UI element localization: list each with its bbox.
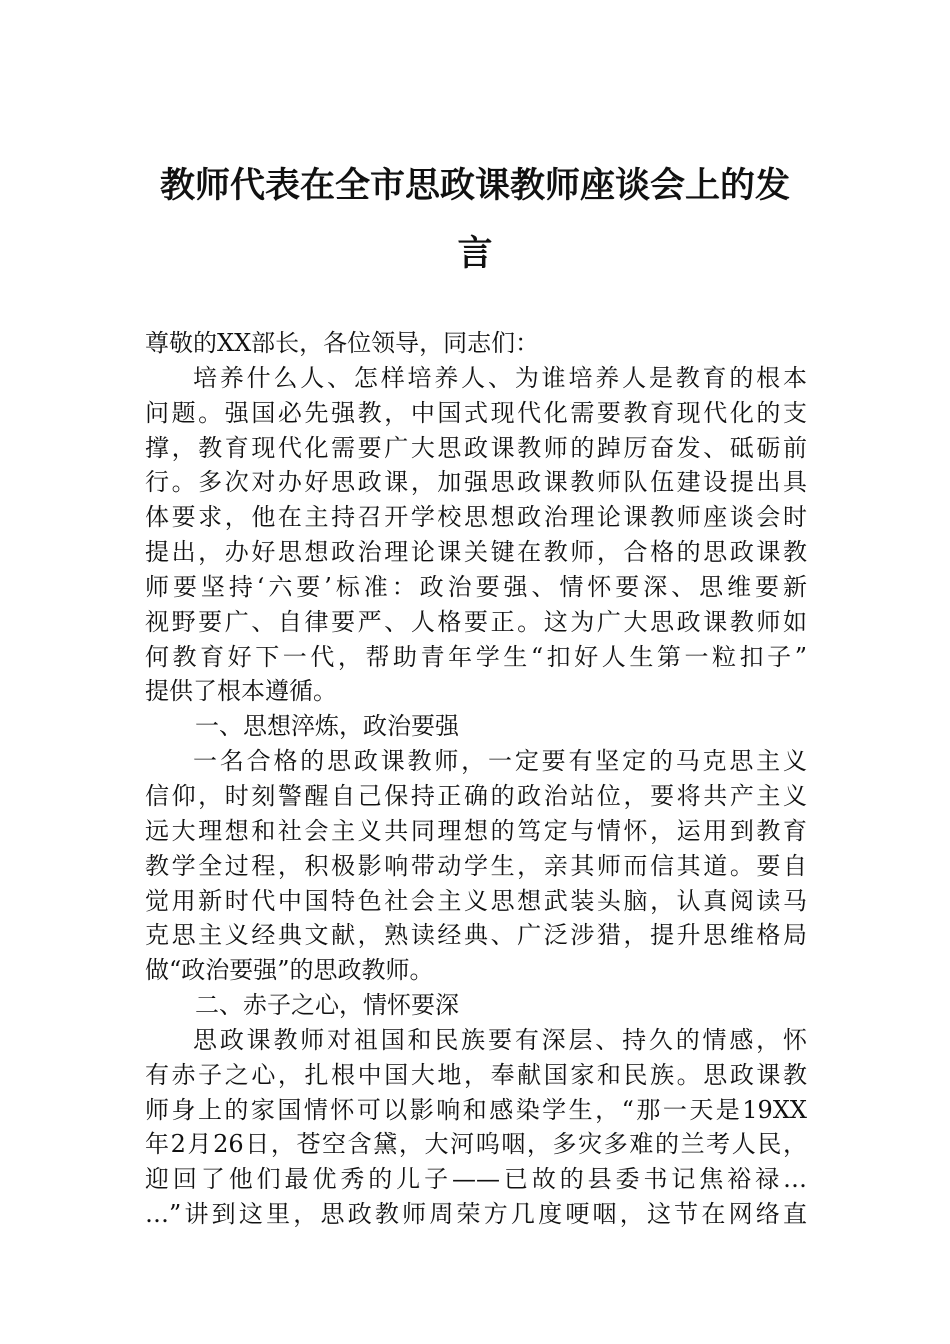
body-text-line: 教学全过程，积极影响带动学生，亲其师而信其道。要自 [145, 851, 807, 880]
body-text-line: 提出，办好思想政治理论课关键在教师，合格的思政课教 [145, 538, 807, 567]
body-text-line: 觉用新时代中国特色社会主义思想武装头脑，认真阅读马 [145, 886, 807, 915]
body-text-line: 克思主义经典文献，熟读经典、广泛涉猎，提升思维格局 [145, 921, 807, 950]
body-text-line: 尊敬的XX部长，各位领导，同志们： [145, 329, 540, 357]
body-text-line: 提供了根本遵循。 [145, 677, 337, 706]
document-body [145, 326, 807, 1232]
document-title-line-2: 言 [457, 233, 493, 274]
body-text-line: 年2月26日，苍空含黛，大河呜咽，多灾多难的兰考人民， [145, 1130, 807, 1159]
body-text-line: 思政课教师对祖国和民族要有深层、持久的情感，怀 [193, 1025, 807, 1054]
body-text-line: 培养什么人、怎样培养人、为谁培养人是教育的根本 [193, 363, 807, 392]
body-text-line: 迎回了他们最优秀的儿子——已故的县委书记焦裕禄… [145, 1165, 807, 1194]
body-text-line: 信仰，时刻警醒自己保持正确的政治站位，要将共产主义 [145, 781, 807, 810]
section-heading: 一、思想淬炼，政治要强 [195, 712, 459, 741]
body-text-line: 视野要广、自律要严、人格要正。这为广大思政课教师如 [145, 607, 807, 636]
body-text-line: 有赤子之心，扎根中国大地，奉献国家和民族。思政课教 [145, 1060, 807, 1089]
body-text-line: 师要坚持‘六要’标准：政治要强、情怀要深、思维要新 [145, 572, 807, 601]
body-text-line: 一名合格的思政课教师，一定要有坚定的马克思主义 [193, 747, 807, 776]
body-text-line: 何教育好下一代，帮助青年学生“扣好人生第一粒扣子” [145, 642, 807, 671]
body-text-line: 远大理想和社会主义共同理想的笃定与情怀，运用到教育 [145, 816, 807, 845]
section-heading: 二、赤子之心，情怀要深 [195, 991, 459, 1020]
body-text-line: …”讲到这里，思政教师周荣方几度哽咽，这节在网络直 [145, 1200, 807, 1229]
body-text-line: 行。多次对办好思政课，加强思政课教师队伍建设提出具 [145, 468, 807, 497]
body-text-line: 师身上的家国情怀可以影响和感染学生，“那一天是19XX [145, 1095, 807, 1124]
body-text-line: 问题。强国必先强教，中国式现代化需要教育现代化的支 [145, 398, 807, 427]
body-text-line: 撑，教育现代化需要广大思政课教师的踔厉奋发、砥砺前 [145, 433, 807, 462]
body-text-line: 体要求，他在主持召开学校思想政治理论课教师座谈会时 [145, 503, 807, 532]
body-text-line: 做“政治要强”的思政教师。 [145, 956, 434, 985]
document-title-line-1: 教师代表在全市思政课教师座谈会上的发 [159, 165, 790, 206]
